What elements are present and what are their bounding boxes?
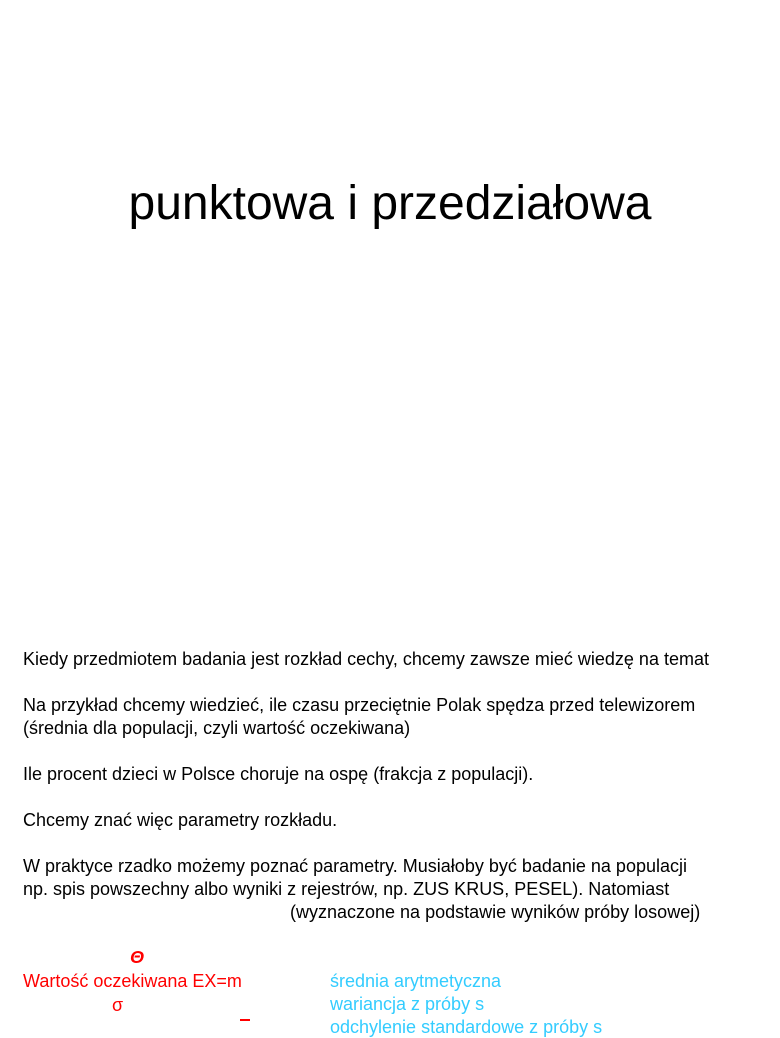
estimator-std-text: odchylenie standardowe z próby s [330, 1017, 603, 1037]
paragraph-chickenpox: Ile procent dzieci w Polsce choruje na ospę (frakcja z populacji). [23, 764, 534, 784]
estimator-variance: wariancja z próby s [330, 994, 485, 1014]
paragraph-practice-line3: (wyznaczone na podstawie wyników próby losowej) [290, 902, 701, 922]
estimator-mean: średnia arytmetyczna [330, 971, 502, 991]
paragraph-example-tv-line2: (średnia dla populacji, czyli wartość oczekiwana) [23, 718, 411, 738]
paragraph-distribution-knowledge: Kiedy przedmiotem badania jest rozkład cechy, chcemy zawsze mieć wiedzę na temat [23, 649, 709, 669]
theta-symbol: Θ [130, 947, 145, 967]
paragraph-example-tv-line1: Na przykład chcemy wiedzieć, ile czasu przeciętnie Polak spędza przed telewizorem [23, 695, 696, 715]
cut-off-red-mark [240, 1019, 250, 1021]
sigma-symbol: σ [112, 995, 124, 1015]
page-title: punktowa i przedziałowa [128, 177, 652, 230]
estimator-std-partial [330, 1014, 768, 1037]
paragraph-parameters: Chcemy znać więc parametry rozkładu. [23, 810, 338, 830]
expected-value-label: Wartość oczekiwana EX=m [23, 971, 242, 991]
paragraph-practice-line2: np. spis powszechny albo wyniki z rejestrów, np. ZUS KRUS, PESEL). Natomiast [23, 879, 670, 899]
paragraph-practice-line1: W praktyce rzadko możemy poznać parametry. Musiałoby być badanie na populacji [23, 856, 687, 876]
